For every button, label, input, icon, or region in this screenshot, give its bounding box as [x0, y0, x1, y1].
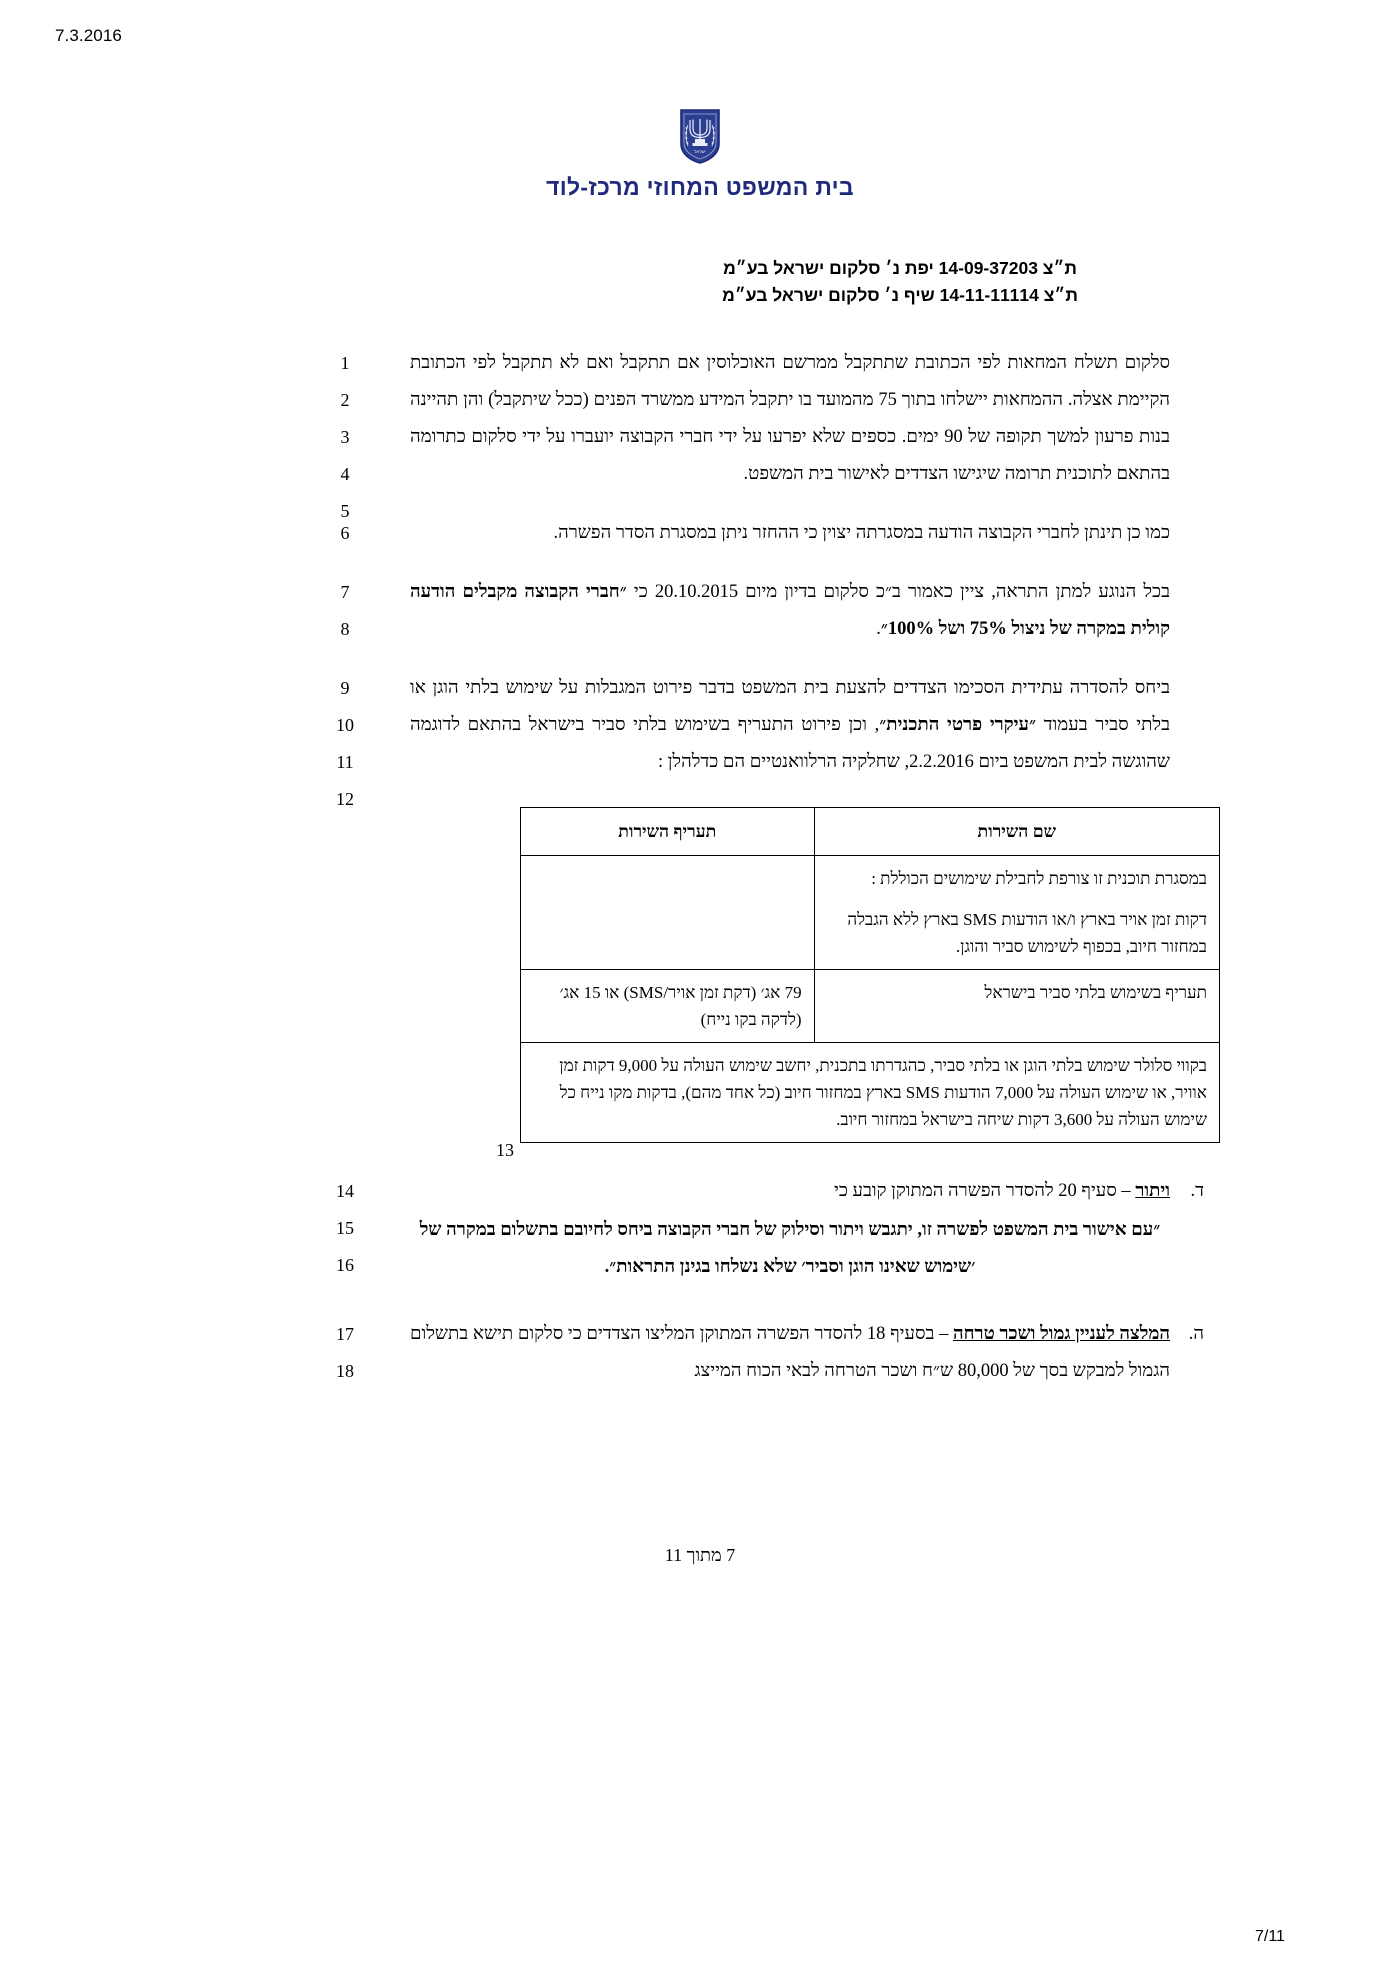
- item-h: [336, 1316, 1204, 1390]
- line-number-table: [490, 1132, 520, 1169]
- line-number: 1: [340, 353, 350, 373]
- line-number: 14: [336, 1181, 354, 1201]
- line-number: 9: [340, 678, 350, 698]
- case-numbers: [570, 255, 1230, 309]
- line-number: 13: [496, 1140, 514, 1160]
- line-number-group-3: [330, 574, 360, 648]
- case-number-2: ת״צ 14-11-11114 שיף נ׳ סלקום ישראל בע״מ: [722, 285, 1078, 306]
- paragraph-text: סלקום תשלח המחאות לפי הכתובת שתתקבל ממרשם האוכלוסין אם תתקבל ואם לא תתקבל לפי הכתובת הקיימת אצלה. ההמחאות יישלחו בתוך 75 מהמועד בו יתקבל המידע ממשרד הפנים (ככל שיתקבל) והן תהיינה בנות פרעון למשך תקופה של 90 ימים. כספים שלא יפרעו על ידי חברי הקבוצה יועברו על ידי סלקום כתרומה בהתאם לתוכנית תרומה שיגישו הצדדים לאישור בית המשפט.: [410, 353, 1170, 484]
- page-of-indicator: 7 מתוך 11: [664, 1545, 736, 1565]
- item-body-h: – בסעיף 18 להסדר הפשרה המתוקן המליצו הצדדים כי סלקום תישא בתשלום הגמול למבקש בסך של 80,000 ש״ח ושכר הטרחה לבאי הכוח המייצג: [410, 1324, 1170, 1381]
- paragraph-text-lead: בכל הנוגע למתן התראה, ציין כאמור ב״כ סלקום בדיון מיום 20.10.2015 כי: [626, 582, 1170, 602]
- service-table-wrapper: [496, 807, 1220, 1160]
- table-note-row: [521, 1043, 1220, 1143]
- line-number-group-item-d: [330, 1173, 360, 1284]
- cell-table-note: בקווי סלולר שימוש בלתי הוגן או בלתי סביר, כהגדרתו בתכנית, יחשב שימוש העולה על 9,000 דקות זמן אוויר, או שימוש העולה על 7,000 הודעות SMS בארץ במחזור חיוב (כל אחד מהם), בדקות מקו נייח כל שימוש העולה על 3,600 דקות שיחה בישראל במחזור חיוב.: [521, 1043, 1220, 1143]
- line-number: 18: [336, 1361, 354, 1381]
- paragraph-text: כמו כן תינתן לחברי הקבוצה הודעה במסגרתה יצוין כי ההחזר ניתן במסגרת הסדר הפשרה.: [553, 523, 1170, 543]
- item-letter-h: ה.: [1188, 1324, 1204, 1344]
- court-name: בית המשפט המחוזי מרכז-לוד: [546, 174, 854, 200]
- line-number-group-item-h: [330, 1316, 360, 1390]
- document-header: [0, 108, 1400, 201]
- cell-line: במסגרת תוכנית זו צורפת לחבילת שימושים הכוללת :: [871, 869, 1207, 888]
- paragraph-1: [340, 345, 1170, 521]
- paragraph-text-tail: , וכן פירוט התעריף בשימוש בלתי סביר בישראל בהתאם לדוגמה שהוגשה לבית המשפט ביום 2.2.2016, שחלקיה הרלוואנטיים הם כדלהלן :: [410, 715, 1170, 772]
- service-table: [520, 807, 1220, 1143]
- table-row: [521, 970, 1220, 1043]
- line-number: 6: [340, 523, 350, 543]
- paragraph-text-emphasis: ״עיקרי פרטי התכנית״: [879, 715, 1037, 735]
- svg-text:ישראל: ישראל: [694, 149, 706, 154]
- item-lead-d: – סעיף 20 להסדר הפשרה המתוקן קובע כי: [834, 1181, 1136, 1201]
- line-number: 2: [340, 390, 350, 410]
- cell-service-tariff: 79 אג׳ (דקת זמן אויר/SMS) או 15 אג׳ (לדקה בקו נייח): [521, 970, 815, 1043]
- cell-service-name: [814, 856, 1219, 970]
- item-letter-d: ד.: [1190, 1181, 1204, 1201]
- table-header-row: [521, 808, 1220, 856]
- line-number: 5: [340, 501, 350, 521]
- cell-service-name: תעריף בשימוש בלתי סביר בישראל: [814, 970, 1219, 1043]
- israel-state-emblem-icon: [679, 108, 721, 164]
- item-quote-d: ״עם אישור בית המשפט לפשרה זו, יתגבש ויתור וסילוק של חברי הקבוצה ביחס לחיובם בתשלום במקרה של ׳שימוש שאינו הוגן וסביר׳ שלא נשלחו בגינן התראות״.: [419, 1220, 1161, 1277]
- line-number: 12: [336, 789, 354, 809]
- line-number: 8: [340, 619, 350, 639]
- page-number-footer: 7/11: [1255, 1928, 1285, 1945]
- line-number: 3: [340, 427, 350, 447]
- item-title-h: המלצה לעניין גמול ושכר טרחה: [952, 1324, 1170, 1344]
- line-number: 11: [336, 752, 354, 772]
- line-number: 17: [336, 1324, 354, 1344]
- column-header-service-name: שם השירות: [814, 808, 1219, 856]
- paragraph-4: [336, 670, 1170, 809]
- paragraph-text-emphasis: ״חברי הקבוצה מקבלים הודעה קולית במקרה של ניצול 75% ושל 100%״: [410, 582, 1170, 639]
- line-number: 15: [336, 1218, 354, 1238]
- line-number-group-1: [330, 345, 360, 530]
- line-number: 16: [336, 1255, 354, 1275]
- table-row: [521, 856, 1220, 970]
- cell-service-tariff: [521, 856, 815, 970]
- cell-line: דקות זמן אויר בארץ ו/או הודעות SMS בארץ ללא הגבלה במחזור חיוב, בכפוף לשימוש סביר והוגן.: [847, 910, 1207, 956]
- line-number-group-4: [330, 670, 360, 818]
- item-title-d: ויתור: [1135, 1181, 1170, 1201]
- paragraph-text-tail: .: [876, 619, 881, 639]
- document-body: [0, 345, 1400, 1390]
- line-number-group-2: [330, 515, 360, 552]
- line-number: 7: [340, 582, 350, 602]
- column-header-service-tariff: תעריף השירות: [521, 808, 815, 856]
- date-stamp: 7.3.2016: [55, 26, 122, 45]
- line-number: 10: [336, 715, 354, 735]
- case-number-1: ת״צ 14-09-37203 יפת נ׳ סלקום ישראל בע״מ: [723, 258, 1077, 278]
- paragraph-text-lead: ביחס להסדרה עתידית הסכימו הצדדים להצעת בית המשפט בדבר פירוט המגבלות על שימוש בלתי הוגן או בלתי סביר בעמוד: [410, 678, 1170, 735]
- line-number: 4: [340, 464, 350, 484]
- paragraph-2: [340, 515, 1170, 552]
- cell-spacer: [827, 892, 1207, 906]
- paragraph-3: [340, 574, 1170, 648]
- item-d: [336, 1173, 1204, 1286]
